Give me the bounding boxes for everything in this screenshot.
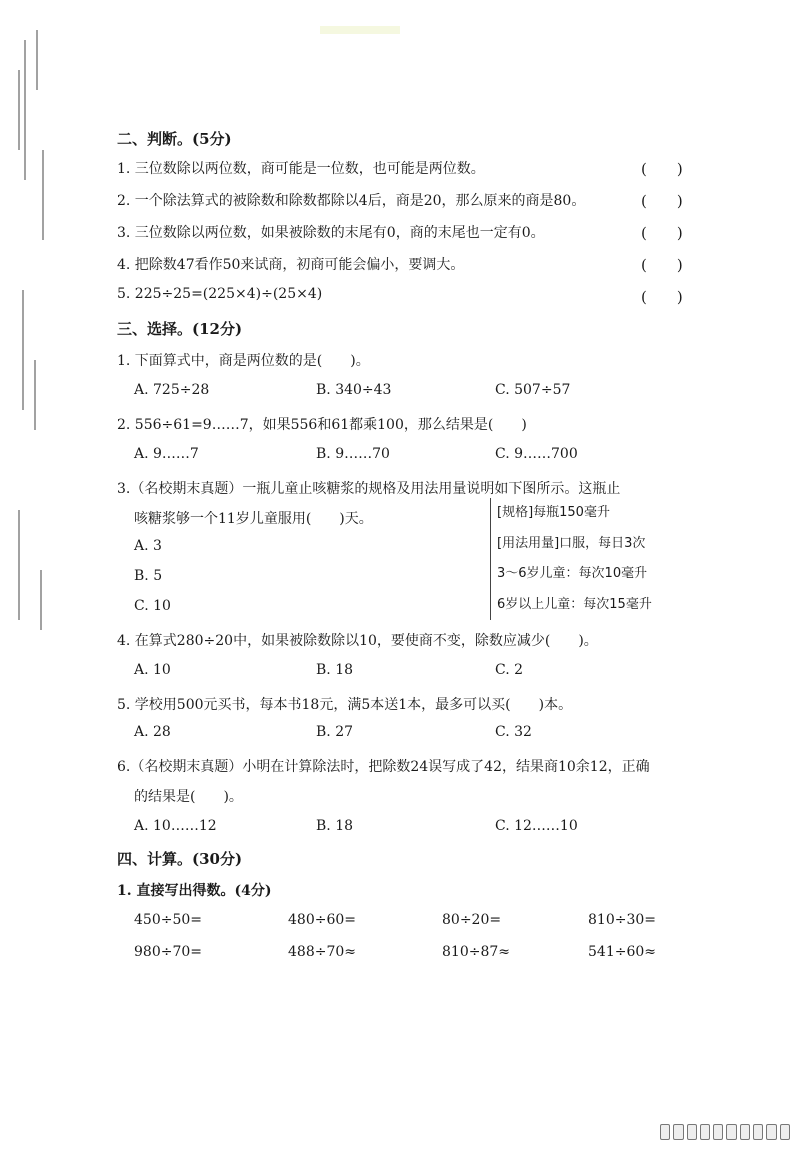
calc-row1-item3: 80÷20= [442,912,502,928]
choice-q5-option-c[interactable]: C. 32 [495,724,532,740]
choice-q2-text: 2. 556÷61=9……7，如果556和61都乘100，那么结果是( ) [117,417,527,433]
choice-q6-line1: 6.（名校期末真题）小明在计算除法时，把除数24误写成了42，结果商10余12，正确 [117,759,650,775]
choice-q1-option-a[interactable]: A. 725÷28 [134,382,210,398]
choice-q1-text: 1. 下面算式中，商是两位数的是( )。 [117,353,370,369]
judge-item-2: 2. 一个除法算式的被除数和除数都除以4后，商是20，那么原来的商是80。 [117,193,586,209]
spec-line-4: 6岁以上儿童：每次15毫升 [497,596,652,612]
calc-sub1-heading: 1. 直接写出得数。(4分) [117,883,272,899]
judge-item-1: 1. 三位数除以两位数，商可能是一位数，也可能是两位数。 [117,161,485,177]
spec-line-2: [用法用量]口服，每日3次 [497,535,646,551]
judge-answer-box-4[interactable]: ( ) [641,256,683,274]
judge-answer-box-5[interactable]: ( ) [641,288,683,306]
choice-q3-option-b[interactable]: B. 5 [134,568,163,584]
judge-item-4: 4. 把除数47看作50来试商，初商可能会偏小，要调大。 [117,257,465,273]
syrup-spec-label [490,498,697,620]
choice-q3-line1: 3.（名校期末真题）一瓶儿童止咳糖浆的规格及用法用量说明如下图所示。这瓶止 [117,481,621,497]
choice-q6-option-c[interactable]: C. 12……10 [495,818,578,834]
calc-row2-item3: 810÷87≈ [442,944,510,960]
choice-q3-option-c[interactable]: C. 10 [134,598,171,614]
choice-q3-line2: 咳糖浆够一个11岁儿童服用( )天。 [134,511,373,527]
spec-line-1: [规格]每瓶150毫升 [497,505,610,520]
choice-q5-option-b[interactable]: B. 27 [316,724,354,740]
choice-q4-option-b[interactable]: B. 18 [316,662,354,678]
choice-q3-option-a[interactable]: A. 3 [134,538,162,554]
choice-q6-option-b[interactable]: B. 18 [316,818,354,834]
judge-item-3: 3. 三位数除以两位数，如果被除数的末尾有0，商的末尾也一定有0。 [117,225,545,241]
calc-row2-item2: 488÷70≈ [288,944,356,960]
calc-row1-item4: 810÷30= [588,912,656,928]
section-calc-heading: 四、计算。(30分) [117,850,243,868]
scan-mark-top [320,26,400,34]
judge-answer-box-3[interactable]: ( ) [641,224,683,242]
calc-row2-item1: 980÷70= [134,944,202,960]
choice-q5-text: 5. 学校用500元买书，每本书18元，满5本送1本，最多可以买( )本。 [117,697,573,713]
choice-q1-option-c[interactable]: C. 507÷57 [495,382,571,398]
section-judge-heading: 二、判断。(5分) [117,130,232,148]
choice-q2-option-a[interactable]: A. 9……7 [134,446,199,462]
choice-q6-option-a[interactable]: A. 10……12 [134,818,217,834]
binding-edge-marks [14,30,52,670]
choice-q2-option-b[interactable]: B. 9……70 [316,446,390,462]
calc-row2-item4: 541÷60≈ [588,944,656,960]
calc-row1-item1: 450÷50= [134,912,202,928]
choice-q4-option-a[interactable]: A. 10 [134,662,171,678]
spec-line-3: 3～6岁儿童：每次10毫升 [497,566,648,581]
section-choice-heading: 三、选择。(12分) [117,320,243,338]
choice-q4-text: 4. 在算式280÷20中，如果被除数除以10，要使商不变，除数应减少( )。 [117,633,598,649]
calc-row1-item2: 480÷60= [288,912,356,928]
choice-q4-option-c[interactable]: C. 2 [495,662,524,678]
choice-q5-option-a[interactable]: A. 28 [134,724,171,740]
choice-q2-option-c[interactable]: C. 9……700 [495,446,578,462]
scan-edge-marks [660,1124,790,1138]
choice-q6-line2: 的结果是( )。 [134,789,243,805]
judge-answer-box-2[interactable]: ( ) [641,192,683,210]
judge-answer-box-1[interactable]: ( ) [641,160,683,178]
judge-item-5: 5. 225÷25=(225×4)÷(25×4) [117,286,323,302]
choice-q1-option-b[interactable]: B. 340÷43 [316,382,392,398]
